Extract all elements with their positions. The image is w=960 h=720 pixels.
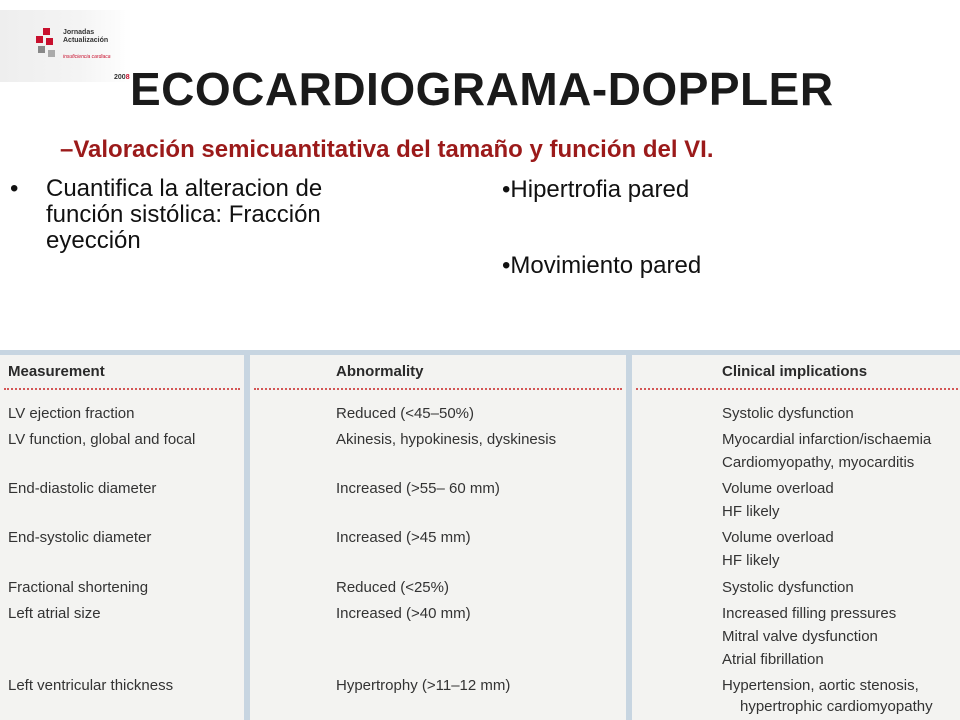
row-implication: Systolic dysfunction [722,405,854,422]
row-measurement: End-diastolic diameter [8,480,157,497]
header-measurement: Measurement [8,363,105,380]
logo-line-2: Actualización [63,37,109,44]
bullet-marker: • [10,175,19,202]
header-rule [4,388,240,390]
row-implication: HF likely [722,503,780,520]
table-top-border [0,350,960,355]
echo-measurements-table [0,350,960,720]
row-implication: Volume overload [722,480,834,497]
logo-year-prefix: 200 [114,74,126,81]
row-implication: hypertrophic cardiomyopathy [740,698,933,715]
header-rule [254,388,622,390]
row-abnormality: Increased (>40 mm) [336,605,471,622]
row-implication: HF likely [722,552,780,569]
row-implication: Myocardial infarction/ischaemia [722,431,932,448]
row-abnormality: Reduced (<25%) [336,579,449,596]
logo-year [114,74,130,81]
left-bullet-text: Cuantifica la alteracion de función sistólica: Fracción eyección [46,175,323,254]
jornadas-logo [0,10,132,82]
column-divider [244,350,250,720]
slide-subtitle: –Valoración semicuantitativa del tamaño y función del VI. [60,136,714,163]
header-abnormality: Abnormality [336,363,424,380]
row-implication: Atrial fibrillation [722,651,824,668]
logo-mark-icon [34,28,60,62]
slide-title: ECOCARDIOGRAMA-DOPPLER [130,63,834,115]
logo-line-1: Jornadas [63,29,95,36]
row-implication: Mitral valve dysfunction [722,628,878,645]
row-measurement: Left atrial size [8,605,101,622]
column-divider [626,350,632,720]
row-abnormality: Increased (>45 mm) [336,529,471,546]
header-clinical-implications: Clinical implications [722,363,868,380]
row-measurement: LV ejection fraction [8,405,135,422]
left-bullet [10,176,365,254]
logo-year-suffix: 8 [125,74,130,81]
row-measurement: Left ventricular thickness [8,677,174,694]
bullet-movimiento: •Movimiento pared [502,252,702,279]
row-implication: Volume overload [722,529,834,546]
header-rule [636,388,958,390]
row-abnormality: Akinesis, hypokinesis, dyskinesis [336,431,557,448]
row-implication: Cardiomyopathy, myocarditis [722,454,915,471]
logo-text [63,29,108,45]
row-implication: Systolic dysfunction [722,579,854,596]
row-measurement: LV function, global and focal [8,431,196,448]
row-measurement: End-systolic diameter [8,529,152,546]
row-implication: Increased filling pressures [722,605,897,622]
row-abnormality: Increased (>55– 60 mm) [336,480,500,497]
bullet-hipertrofia: •Hipertrofia pared [502,176,690,203]
row-measurement: Fractional shortening [8,579,149,596]
row-abnormality: Hypertrophy (>11–12 mm) [336,677,511,694]
logo-subtitle: insuficiencia cardiaca [63,54,111,60]
row-implication: Hypertension, aortic stenosis, [722,677,919,694]
row-abnormality: Reduced (<45–50%) [336,405,475,422]
